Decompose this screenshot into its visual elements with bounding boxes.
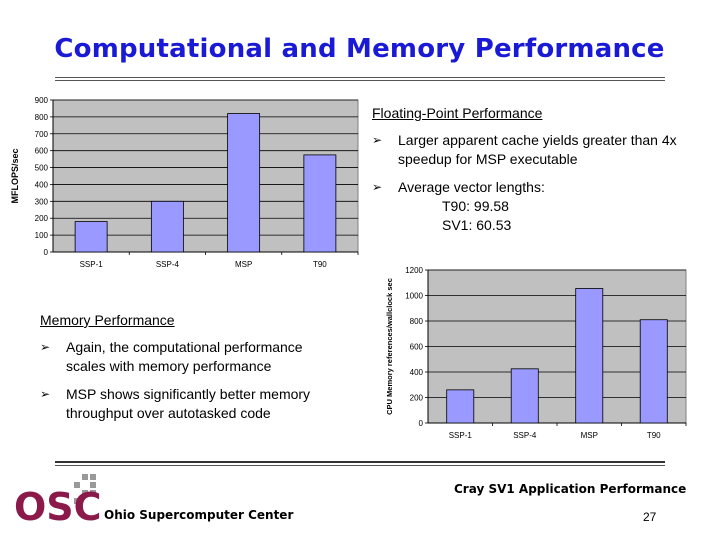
y-tick-label: 600 <box>409 342 423 352</box>
fp-t90-value: T90: 99.58 <box>442 198 509 214</box>
arrow-bullet-icon: ➢ <box>372 180 383 194</box>
fp-section <box>372 104 702 244</box>
arrow-bullet-icon: ➢ <box>40 340 51 354</box>
bottom-rule-secondary <box>55 465 665 466</box>
memory-chart-svg <box>384 260 694 450</box>
osc-logo <box>14 474 104 531</box>
y-tick-label: 1000 <box>405 291 423 301</box>
bottom-rule <box>55 461 665 463</box>
y-tick-label: 700 <box>34 129 48 139</box>
y-tick-label: 500 <box>34 163 48 173</box>
fp-bullet-2 <box>372 178 702 235</box>
y-tick-label: 1200 <box>405 266 423 275</box>
x-tick-label: SSP-1 <box>79 260 103 269</box>
y-tick-label: 900 <box>34 96 48 105</box>
mem-bullet-2 <box>40 385 340 423</box>
x-tick-label: T90 <box>312 260 327 269</box>
fp-bullet-1 <box>372 131 702 169</box>
page-number: 27 <box>643 510 657 524</box>
mem-section <box>40 311 340 432</box>
logo-text: OSC <box>14 485 102 526</box>
flops-chart-svg <box>8 90 360 275</box>
flops-chart <box>8 90 360 275</box>
y-tick-label: 800 <box>34 112 48 122</box>
arrow-bullet-icon: ➢ <box>40 387 51 401</box>
x-tick-label: MSP <box>234 260 253 269</box>
y-axis-label: CPU Memory references/wallclock sec <box>385 278 394 415</box>
arrow-bullet-icon: ➢ <box>372 133 383 147</box>
x-tick-label: MSP <box>580 431 598 440</box>
y-axis-label: MFLOPS/sec <box>10 148 20 204</box>
page-title: Computational and Memory Performance <box>54 34 665 64</box>
mem-heading: Memory Performance <box>40 312 175 328</box>
y-tick-label: 400 <box>34 180 48 190</box>
bar-ssp-4 <box>151 201 183 252</box>
bar-ssp-1 <box>447 390 474 423</box>
bar-ssp-4 <box>511 369 538 423</box>
fp-heading: Floating-Point Performance <box>372 105 543 121</box>
osc-logo-icon <box>14 474 104 526</box>
bar-msp <box>228 114 260 252</box>
x-tick-label: SSP-4 <box>513 431 537 440</box>
y-tick-label: 300 <box>34 197 48 207</box>
bar-ssp-1 <box>75 222 107 252</box>
fp-bullet-1-text: Larger apparent cache yields greater than 4x speedup for MSP executable <box>398 132 677 167</box>
footer-title: Cray SV1 Application Performance <box>454 482 687 496</box>
bar-t90 <box>640 320 667 423</box>
y-tick-label: 800 <box>409 317 423 326</box>
x-tick-label: SSP-1 <box>448 431 472 440</box>
y-tick-label: 0 <box>418 419 423 428</box>
x-tick-label: T90 <box>646 431 661 440</box>
y-tick-label: 400 <box>409 368 423 377</box>
top-rule <box>55 77 665 78</box>
mem-bullet-1-text: Again, the computational performance scales with memory performance <box>66 339 303 374</box>
top-rule-secondary <box>55 80 665 81</box>
y-tick-label: 200 <box>409 393 423 403</box>
y-tick-label: 0 <box>43 248 48 257</box>
fp-bullet-2-text: Average vector lengths: <box>398 179 545 195</box>
memory-chart <box>384 260 694 450</box>
y-tick-label: 200 <box>34 214 48 224</box>
bar-msp <box>576 288 603 423</box>
y-tick-label: 100 <box>34 231 48 241</box>
fp-sv1-value: SV1: 60.53 <box>442 217 512 233</box>
org-name: Ohio Supercomputer Center <box>104 508 294 522</box>
x-tick-label: SSP-4 <box>155 260 179 269</box>
mem-bullet-1 <box>40 338 340 376</box>
mem-bullet-2-text: MSP shows significantly better memory throughput over autotasked code <box>66 386 311 421</box>
bar-t90 <box>304 155 336 252</box>
y-tick-label: 600 <box>34 146 48 156</box>
